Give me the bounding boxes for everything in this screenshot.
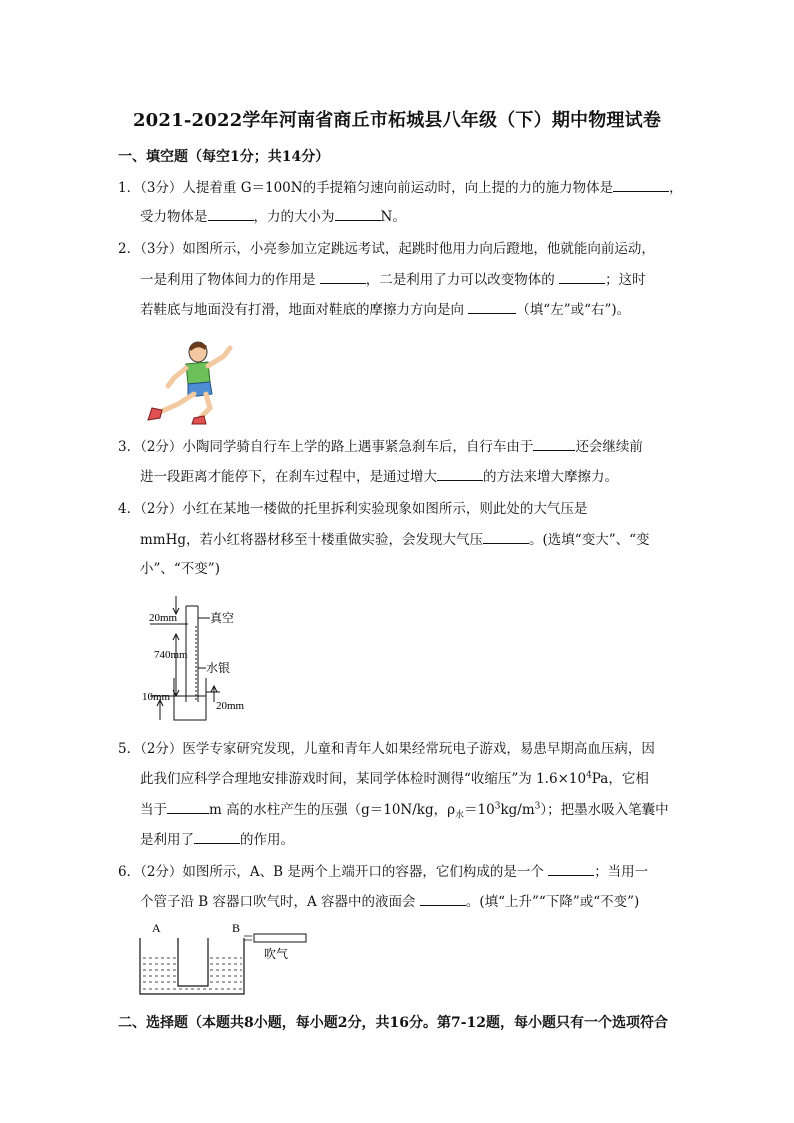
question-5-line-2: 此我们应科学合理地安排游戏时间，某同学体检时测得“收缩压”为 $1.6\times 10^4Pa$，它相: [140, 770, 649, 787]
answer-blank[interactable]: [420, 892, 466, 906]
question-3-line-2: 进一段距离才能停下，在刹车过程中，是通过增大 的方法来增大摩擦力。: [140, 469, 618, 485]
blow-tube: [254, 934, 306, 942]
label-740mm: 740mm: [154, 649, 188, 661]
answer-blank[interactable]: [437, 467, 483, 481]
page-title: 2021-2022学年河南省商丘市柘城县八年级（下）期中物理试卷: [132, 110, 662, 131]
question-4-line-3: 小”、“不变”): [140, 561, 220, 577]
answer-blank[interactable]: [208, 207, 254, 221]
label-10mm: 10mm: [142, 691, 171, 703]
question-2-line-2: 一是利用了物体间力的作用是 ，二是利用了力可以改变物体的 ；这时: [140, 272, 646, 288]
section-heading-fill-blank: 一、填空题（每空1分；共14分）: [118, 149, 330, 165]
answer-blank[interactable]: [167, 800, 209, 814]
connected-vessels-figure: [136, 918, 316, 998]
answer-blank[interactable]: [320, 270, 366, 284]
answer-blank[interactable]: [559, 270, 605, 284]
label-container-a: A: [152, 921, 161, 935]
label-container-b: B: [232, 921, 241, 935]
question-2-line-1: 2．（3分）如图所示，小亮参加立定跳远考试，起跳时他用力向后蹬地，他就能向前运动，: [118, 241, 655, 257]
question-2-line-3: 若鞋底与地面没有打滑，地面对鞋底的摩擦力方向是向 （填“左”或“右”)。: [140, 302, 631, 318]
section-heading-multiple-choice: 二、选择题（本题共8小题，每小题2分，共16分。第7-12题，每小题只有一个选项符合: [118, 1015, 668, 1031]
question-5-line-3: 当于 m 高的水柱产生的压强（g＝10N/kg，$\rho_水=10^3kg/m^3$）；把墨水吸入笔囊中: [140, 801, 669, 821]
question-6-line-2: 个管子沿 B 容器口吹气时，A 容器中的液面会 。(填“上升”“下降”或“不变”): [140, 894, 640, 910]
answer-blank[interactable]: [613, 178, 669, 192]
answer-blank[interactable]: [533, 437, 575, 451]
answer-blank[interactable]: [483, 530, 529, 544]
question-4-line-2: mmHg，若小红将器材移至十楼重做实验，会发现大气压 。(选填“变大”、“变: [140, 532, 650, 548]
label-mercury: 水银: [206, 661, 231, 675]
question-1-line-2: 受力物体是 ，力的大小为 N。: [140, 209, 406, 225]
running-boy-figure: [138, 338, 242, 426]
label-vacuum: 真空: [210, 611, 235, 625]
label-blow-air: 吹气: [264, 947, 289, 961]
answer-blank[interactable]: [335, 207, 381, 221]
question-3-line-1: 3．（2分）小陶同学骑自行车上学的路上遇事紧急刹车后，自行车由于 还会继续前: [118, 439, 643, 455]
question-6-line-1: 6．（2分）如图所示，A、B 是两个上端开口的容器，它们构成的是一个 ；当用一: [118, 864, 649, 880]
question-5-line-1: 5．（2分）医学专家研究发现，儿童和青年人如果经常玩电子游戏，易患早期高血压病，因: [118, 741, 655, 757]
label-20mm-top: 20mm: [149, 612, 178, 624]
answer-blank[interactable]: [548, 862, 594, 876]
answer-blank[interactable]: [468, 300, 516, 314]
question-1-line-1: 1．（3分）人提着重 G＝100N的手提箱匀速向前运动时，向上提的力的施力物体是 ，: [118, 180, 683, 196]
question-5-line-4: 是利用了 的作用。: [140, 832, 294, 848]
answer-blank[interactable]: [194, 830, 240, 844]
torricelli-figure: [140, 596, 260, 724]
question-4-line-1: 4．（2分）小红在某地一楼做的托里拆利实验现象如图所示，则此处的大气压是: [118, 501, 588, 517]
label-20mm-bottom: 20mm: [216, 700, 245, 712]
